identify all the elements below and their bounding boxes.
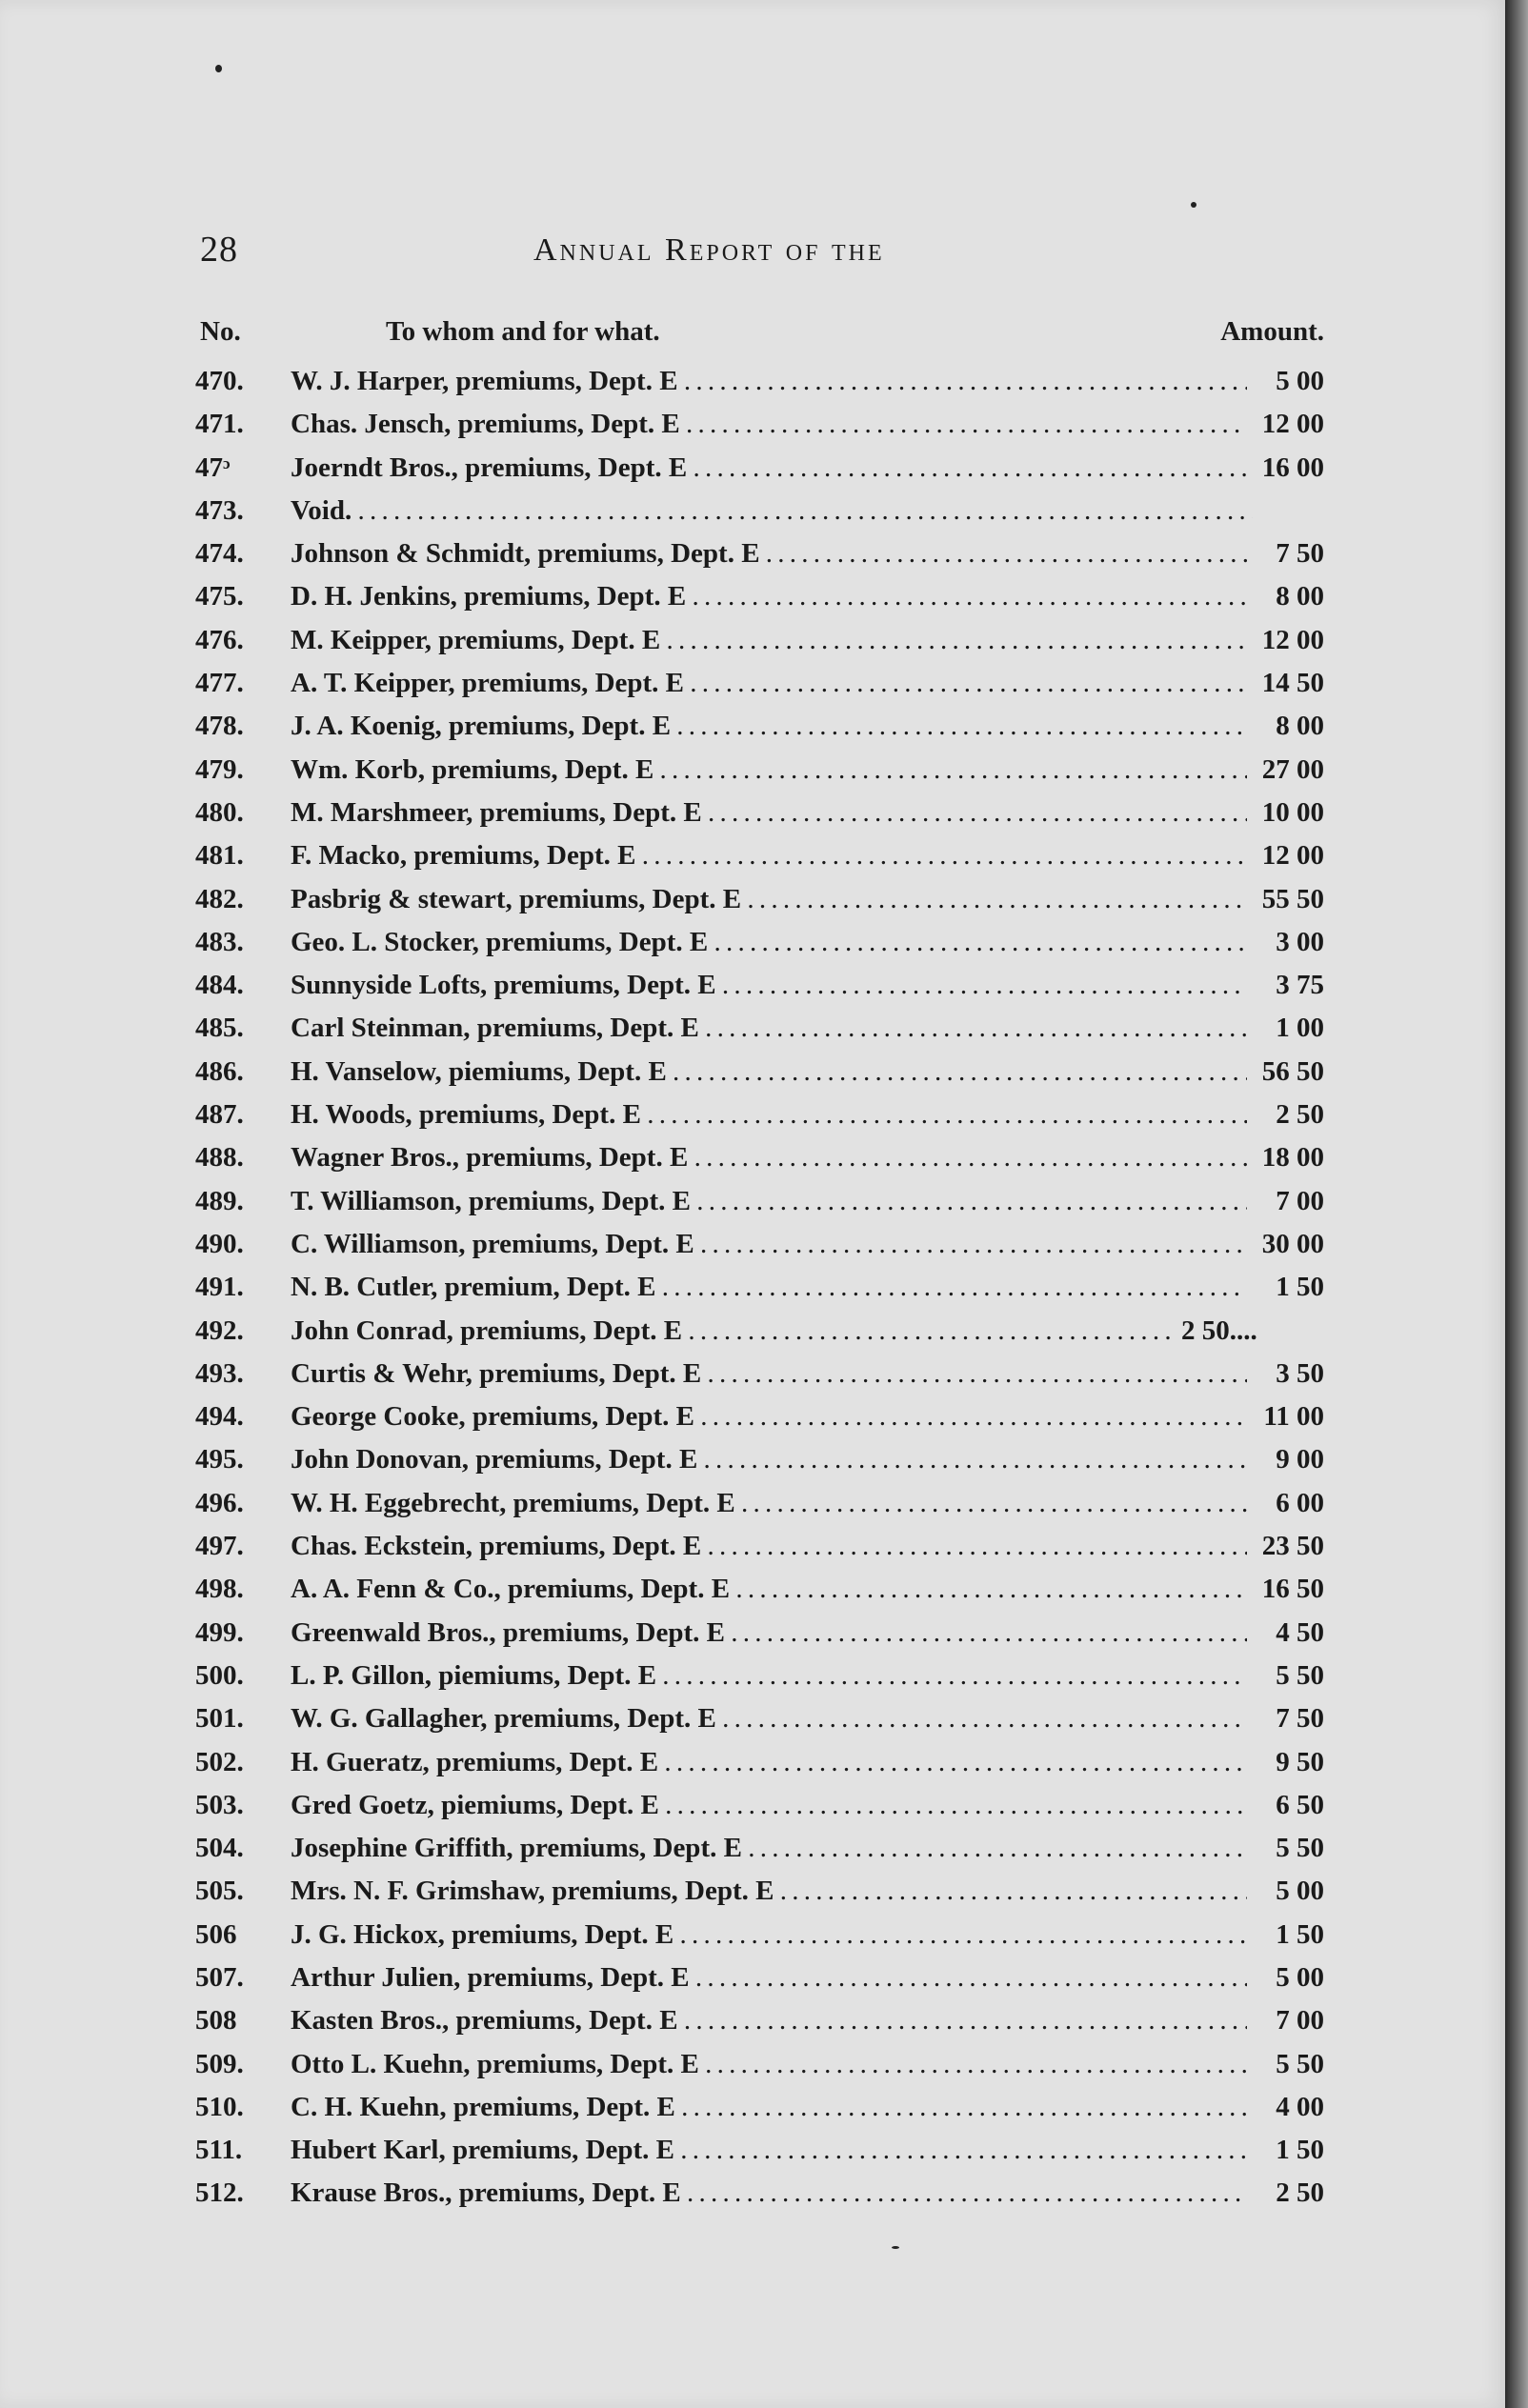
ledger-row — [195, 921, 1324, 964]
entry-number: 480. — [195, 796, 244, 828]
entry-number: 511. — [195, 2135, 243, 2166]
entry-amount: 3 00 — [1247, 921, 1324, 964]
entry-number: 493. — [195, 1357, 244, 1389]
entry-amount: 18 00 — [1247, 1136, 1324, 1179]
entry-amount: 5 00 — [1247, 1870, 1324, 1913]
ledger-entries — [195, 360, 1324, 2216]
entry-number: 478. — [195, 711, 244, 742]
entry-amount: 8 00 — [1247, 575, 1324, 618]
ledger-row — [195, 2129, 1324, 2172]
entry-amount: 4 00 — [1247, 2086, 1324, 2129]
ledger-row — [195, 1007, 1324, 1050]
entry-number: 475. — [195, 581, 244, 612]
entry-number: 481. — [195, 840, 244, 872]
entry-amount: 5 00 — [1247, 360, 1324, 403]
entry-amount: 12 00 — [1247, 834, 1324, 877]
ledger-row — [195, 1612, 1324, 1655]
entry-number: 483. — [195, 926, 244, 957]
entry-number: 506 — [195, 1918, 237, 1950]
entry-amount: 5 50 — [1247, 1827, 1324, 1870]
entry-description: Gred Goetz, piemiums, Dept. E . . . — [291, 1784, 1253, 1827]
entry-description: L. P. Gillon, piemiums, Dept. E . . . — [291, 1655, 1253, 1697]
entry-number: 476. — [195, 624, 244, 655]
entry-description: Josephine Griffith, premiums, Dept. E . . . — [291, 1827, 1253, 1870]
entry-amount: 3 75 — [1247, 964, 1324, 1007]
ledger-row — [195, 1568, 1324, 1611]
entry-amount: 9 00 — [1247, 1438, 1324, 1481]
running-title: Annual Report of the — [533, 232, 885, 268]
entry-amount: 2 50 — [1247, 2172, 1324, 2215]
entry-number: 500. — [195, 1659, 244, 1691]
page-number: 28 — [200, 230, 238, 270]
entry-amount: 12 00 — [1247, 619, 1324, 662]
ledger-row — [195, 1395, 1324, 1438]
entry-number: 489. — [195, 1185, 244, 1216]
entry-description: Joerndt Bros., premiums, Dept. E . . . — [291, 447, 1253, 490]
entry-description: C. H. Kuehn, premiums, Dept. E . . . — [291, 2086, 1253, 2129]
entry-amount: 6 00 — [1247, 1482, 1324, 1525]
entry-number: 479. — [195, 753, 244, 785]
entry-number: 509. — [195, 2048, 244, 2079]
entry-amount: 16 00 — [1247, 447, 1324, 490]
entry-description: W. J. Harper, premiums, Dept. E . . . — [291, 360, 1253, 403]
entry-description: Otto L. Kuehn, premiums, Dept. E . . . — [291, 2043, 1253, 2086]
entry-description: H. Gueratz, premiums, Dept. E . . . — [291, 1741, 1253, 1784]
ledger-row — [195, 2086, 1324, 2129]
entry-description: A. T. Keipper, premiums, Dept. E . . . — [291, 662, 1253, 705]
ledger-row — [195, 1136, 1324, 1179]
print-speck — [215, 65, 222, 72]
entry-number: 510. — [195, 2091, 244, 2122]
entry-number: 474. — [195, 538, 244, 570]
entry-description: N. B. Cutler, premium, Dept. E . . . — [291, 1266, 1253, 1309]
ledger-row — [195, 1223, 1324, 1266]
entry-number: 501. — [195, 1703, 244, 1735]
entry-amount: 7 50 — [1247, 532, 1324, 575]
entry-amount: 9 50 — [1247, 1741, 1324, 1784]
entry-description: T. Williamson, premiums, Dept. E . . . — [291, 1180, 1253, 1223]
ledger-row — [195, 1353, 1324, 1395]
ledger-row — [195, 2043, 1324, 2086]
entry-description: Wagner Bros., premiums, Dept. E . . . — [291, 1136, 1253, 1179]
ledger-row — [195, 490, 1324, 532]
entry-description: Kasten Bros., premiums, Dept. E . . . — [291, 1999, 1253, 2042]
ledger-row — [195, 1525, 1324, 1568]
entry-description: George Cooke, premiums, Dept. E . . . — [291, 1395, 1253, 1438]
entry-description: Arthur Julien, premiums, Dept. E . . . — [291, 1956, 1253, 1999]
ledger-row — [195, 1438, 1324, 1481]
entry-description: Krause Bros., premiums, Dept. E . . . — [291, 2172, 1253, 2215]
entry-amount: 56 50 — [1247, 1051, 1324, 1094]
entry-number: 495. — [195, 1444, 244, 1475]
entry-description: J. G. Hickox, premiums, Dept. E . . . — [291, 1914, 1253, 1956]
entry-number: 492. — [195, 1314, 244, 1346]
entry-description: Johnson & Schmidt, premiums, Dept. E . . . — [291, 532, 1253, 575]
entry-description: Mrs. N. F. Grimshaw, premiums, Dept. E . . . — [291, 1870, 1253, 1913]
column-headers — [200, 316, 1324, 354]
ledger-row — [195, 705, 1324, 748]
print-speck — [892, 2246, 899, 2249]
ledger-row — [195, 1094, 1324, 1136]
entry-description: W. H. Eggebrecht, premiums, Dept. E . . . — [291, 1482, 1253, 1525]
entry-number: 471. — [195, 409, 244, 440]
entry-description: Greenwald Bros., premiums, Dept. E . . . — [291, 1612, 1253, 1655]
ledger-row — [195, 1482, 1324, 1525]
ledger-row — [195, 1914, 1324, 1956]
ledger-row — [195, 1655, 1324, 1697]
entry-number: 488. — [195, 1142, 244, 1174]
entry-description: Pasbrig & stewart, premiums, Dept. E . . . — [291, 878, 1253, 921]
ledger-row — [195, 360, 1324, 403]
entry-description: A. A. Fenn & Co., premiums, Dept. E . . . — [291, 1568, 1253, 1611]
ledger-row — [195, 575, 1324, 618]
entry-number: 503. — [195, 1789, 244, 1820]
ledger-row — [195, 1784, 1324, 1827]
entry-description: Curtis & Wehr, premiums, Dept. E . . . — [291, 1353, 1253, 1395]
ledger-row — [195, 532, 1324, 575]
entry-description: D. H. Jenkins, premiums, Dept. E . . . — [291, 575, 1253, 618]
entry-number: 485. — [195, 1013, 244, 1044]
entry-description: John Donovan, premiums, Dept. E . . . — [291, 1438, 1253, 1481]
entry-number: 470. — [195, 366, 244, 396]
column-header-description: To whom and for what. — [386, 316, 660, 347]
entry-number: 496. — [195, 1487, 244, 1518]
entry-number: 505. — [195, 1876, 244, 1907]
ledger-row — [195, 1999, 1324, 2042]
entry-number: 507. — [195, 1961, 244, 1993]
entry-description: Carl Steinman, premiums, Dept. E . . . — [291, 1007, 1253, 1050]
entry-description: Chas. Eckstein, premiums, Dept. E . . . — [291, 1525, 1253, 1568]
ledger-row — [195, 964, 1324, 1007]
entry-amount: 23 50 — [1247, 1525, 1324, 1568]
entry-description: H. Vanselow, piemiums, Dept. E . . . — [291, 1051, 1253, 1094]
entry-description: Geo. L. Stocker, premiums, Dept. E . . . — [291, 921, 1253, 964]
entry-number: 497. — [195, 1531, 244, 1562]
column-header-no: No. — [200, 316, 241, 347]
ledger-row — [195, 662, 1324, 705]
ledger-row — [195, 1870, 1324, 1913]
entry-amount: 1 50 — [1247, 1266, 1324, 1309]
entry-number: 498. — [195, 1574, 244, 1605]
entry-number: 47ᵓ — [195, 452, 231, 483]
ledger-row — [195, 1827, 1324, 1870]
entry-amount: 16 50 — [1247, 1568, 1324, 1611]
entry-number: 490. — [195, 1228, 244, 1259]
entry-amount: 4 50 — [1247, 1612, 1324, 1655]
entry-amount: 1 00 — [1247, 1007, 1324, 1050]
entry-amount: 12 00 — [1247, 403, 1324, 446]
entry-description: Void. . . . — [291, 490, 1253, 532]
ledger-row — [195, 1741, 1324, 1784]
ledger-row — [195, 403, 1324, 446]
entry-amount: 11 00 — [1247, 1395, 1324, 1438]
entry-number: 508 — [195, 2005, 237, 2037]
ledger-row — [195, 1180, 1324, 1223]
ledger-row — [195, 1051, 1324, 1094]
entry-amount: 1 50 — [1247, 2129, 1324, 2172]
entry-description: F. Macko, premiums, Dept. E . . . — [291, 834, 1253, 877]
entry-description: C. Williamson, premiums, Dept. E . . . — [291, 1223, 1253, 1266]
entry-number: 499. — [195, 1616, 244, 1648]
entry-number: 473. — [195, 494, 244, 526]
ledger-row — [195, 2172, 1324, 2215]
entry-amount: 27 00 — [1247, 749, 1324, 792]
entry-number: 477. — [195, 668, 244, 699]
entry-amount: 2 50.... — [1176, 1310, 1324, 1353]
entry-description: Sunnyside Lofts, premiums, Dept. E . . . — [291, 964, 1253, 1007]
entry-number: 494. — [195, 1401, 244, 1433]
entry-description: M. Marshmeer, premiums, Dept. E . . . — [291, 792, 1253, 834]
entry-amount: 3 50 — [1247, 1353, 1324, 1395]
column-header-amount: Amount. — [1220, 316, 1324, 347]
entry-description: Hubert Karl, premiums, Dept. E . . . — [291, 2129, 1253, 2172]
entry-amount: 7 50 — [1247, 1697, 1324, 1740]
entry-number: 491. — [195, 1272, 244, 1303]
page-binding-edge — [1505, 0, 1528, 2408]
ledger-row — [195, 1697, 1324, 1740]
entry-amount: 8 00 — [1247, 705, 1324, 748]
entry-number: 512. — [195, 2177, 244, 2209]
entry-description: M. Keipper, premiums, Dept. E . . . — [291, 619, 1253, 662]
entry-description: Chas. Jensch, premiums, Dept. E . . . — [291, 403, 1253, 446]
entry-amount: 10 00 — [1247, 792, 1324, 834]
entry-amount: 5 00 — [1247, 1956, 1324, 1999]
ledger-row — [195, 1956, 1324, 1999]
entry-amount: 5 50 — [1247, 1655, 1324, 1697]
entry-number: 484. — [195, 970, 244, 1001]
entry-amount: 6 50 — [1247, 1784, 1324, 1827]
entry-number: 502. — [195, 1746, 244, 1777]
ledger-row — [195, 1310, 1324, 1353]
print-speck — [1191, 202, 1196, 208]
entry-amount: 30 00 — [1247, 1223, 1324, 1266]
entry-amount: 7 00 — [1247, 1999, 1324, 2042]
page-header — [200, 229, 1343, 286]
ledger-row — [195, 878, 1324, 921]
ledger-row — [195, 834, 1324, 877]
entry-description: J. A. Koenig, premiums, Dept. E . . . — [291, 705, 1253, 748]
entry-description: H. Woods, premiums, Dept. E . . . — [291, 1094, 1253, 1136]
entry-amount: 55 50 — [1247, 878, 1324, 921]
ledger-row — [195, 619, 1324, 662]
entry-description: Wm. Korb, premiums, Dept. E . . . — [291, 749, 1253, 792]
entry-number: 486. — [195, 1055, 244, 1087]
entry-number: 482. — [195, 883, 244, 914]
entry-amount: 1 50 — [1247, 1914, 1324, 1956]
entry-number: 487. — [195, 1099, 244, 1131]
ledger-row — [195, 447, 1324, 490]
ledger-row — [195, 1266, 1324, 1309]
entry-amount: 7 00 — [1247, 1180, 1324, 1223]
entry-amount: 2 50 — [1247, 1094, 1324, 1136]
entry-amount: 14 50 — [1247, 662, 1324, 705]
entry-amount: 5 50 — [1247, 2043, 1324, 2086]
entry-number: 504. — [195, 1833, 244, 1864]
entry-description: W. G. Gallagher, premiums, Dept. E . . . — [291, 1697, 1253, 1740]
ledger-row — [195, 749, 1324, 792]
ledger-row — [195, 792, 1324, 834]
entry-description: John Conrad, premiums, Dept. E . . . — [291, 1310, 1253, 1353]
